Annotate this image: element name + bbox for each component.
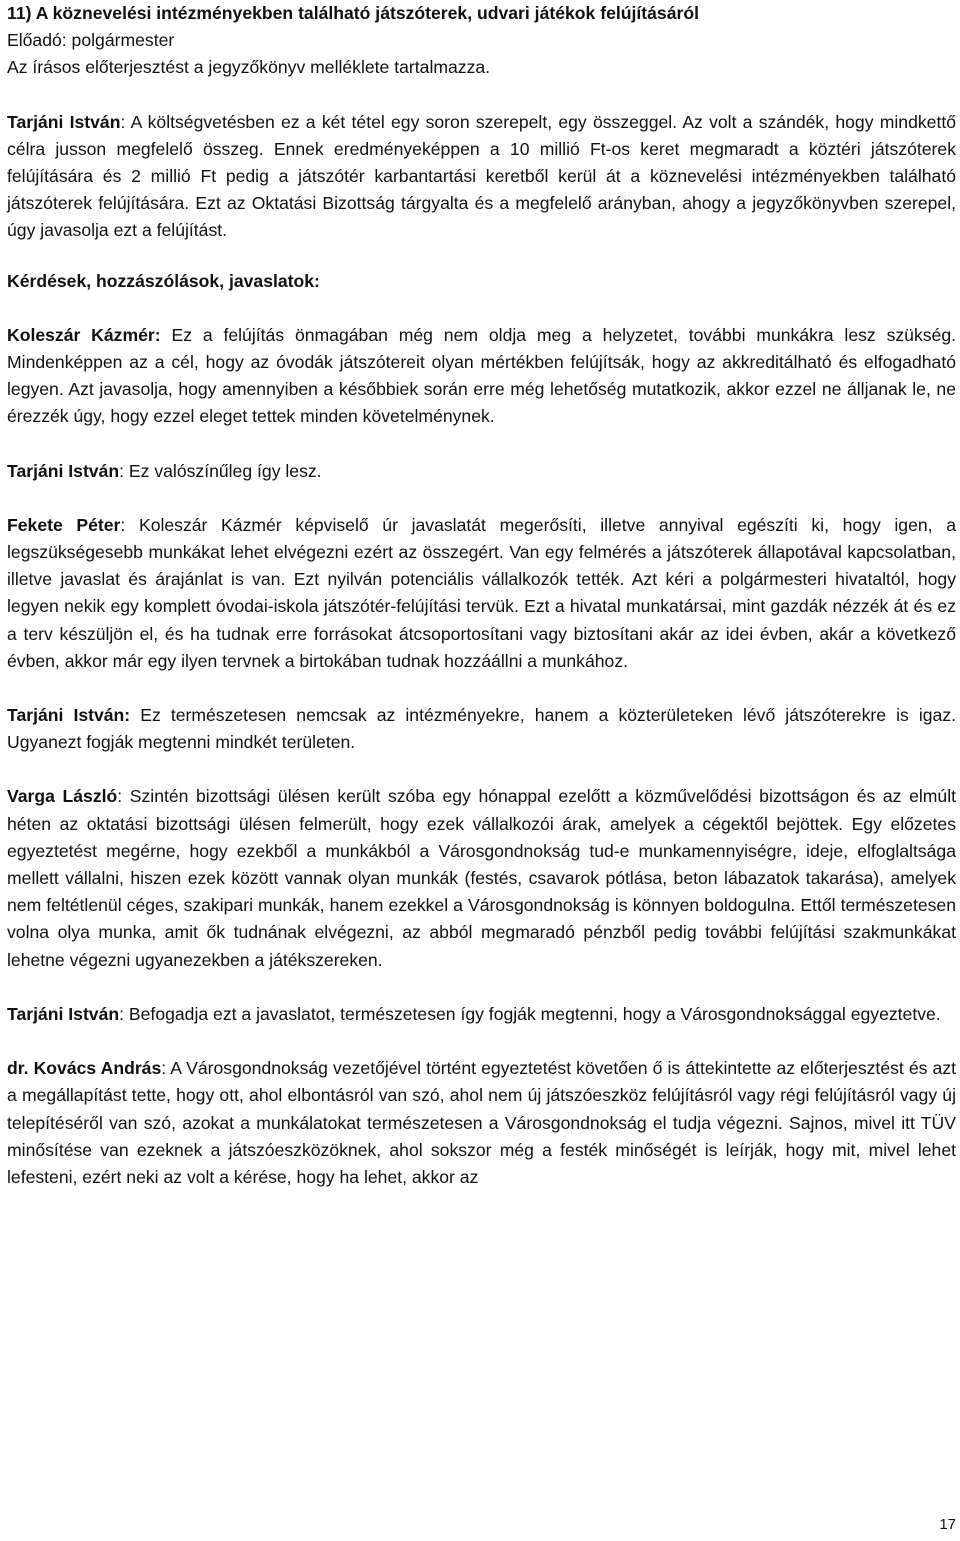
speaker-separator: : xyxy=(117,786,130,807)
paragraph-varga xyxy=(7,783,956,973)
paragraph-text: Ez természetesen nemcsak az intézményekre, hanem a közterületeken lévő játszóterekre is igaz. Ugyanezt fogják megtenni mindkét területen. xyxy=(7,705,957,753)
speaker-name: Varga László xyxy=(7,786,118,807)
speaker-separator: : xyxy=(120,111,131,132)
speaker-separator: : xyxy=(119,460,129,481)
paragraph-fekete xyxy=(7,512,956,675)
speaker-name: Tarjáni István: xyxy=(7,705,131,726)
paragraph-text: Koleszár Kázmér képviselő úr javaslatát megerősíti, illetve annyival egészíti ki, hogy igen, a legszükségesebb munkákat lehet elvégezni ezért az összegért. Van egy felmérés a játszóterek állapotával kapcsolatban, illetve javaslat és árajánlat is van. Ezt nyilván potenciális vállalkozók tették. Azt kéri a polgármesteri hivataltól, hogy legyen nekik egy komplett óvodai-iskola játszótér-felújítási tervük. Ezt a hivatal munkatársai, mint gazdák nézzék át és ez a terv készüljön el, és ha tudnak erre forrásokat átcsoportosítani vagy biztosítani akár az idei évben, akár a következő évben, akkor már egy ilyen tervnek a birtokában tudnak hozzáállni a munkához. xyxy=(7,514,956,671)
paragraph-text: Ez a felújítás önmagában még nem oldja meg a helyzetet, további munkákra lesz szükség. Mindenképpen az a cél, hogy az óvodák játszótereit olyan mértékben felújítsák, hogy az akkreditálható és elfogadható legyen. Azt javasolja, hogy amennyiben a későbbiek során erre még lehetőség mutatkozik, akkor ezzel ne álljanak le, ne érezzék úgy, hogy ezzel eleget tettek minden követelménynek. xyxy=(7,324,956,427)
questions-section-label: Kérdések, hozzászólások, javaslatok: xyxy=(7,270,320,291)
attachment-note: Az írásos előterjesztést a jegyzőkönyv melléklete tartalmazza. xyxy=(7,57,491,78)
paragraph-text-lead: A költségvetésben ez a két tétel egy soron szerepelt, egy összeggel. Az volt a szándék, hogy mindkettő célra jusson megfelelő összeg. xyxy=(7,111,957,159)
speaker-separator xyxy=(161,325,172,345)
presenter-line: Előadó: polgármester xyxy=(7,30,175,51)
speaker-separator: : xyxy=(161,1058,171,1079)
paragraph-koleszar xyxy=(7,322,956,431)
speaker-name: Tarjáni István xyxy=(7,111,121,132)
paragraph-tarjani-2 xyxy=(7,458,956,485)
speaker-separator xyxy=(130,705,140,725)
paragraph-text: Ez valószínűleg így lesz. xyxy=(128,460,322,481)
paragraph-tarjani-1 xyxy=(7,109,956,245)
paragraph-text: Ennek eredményeképpen a 10 millió Ft-os keret megmaradt a köztéri játszóterek felújítására és 2 millió Ft pedig a játszótér karbantartási keretből kerül át a köznevelési intézményekben található játszóterek felújítására. Ezt az Oktatási Bizottság tárgyalta és a megfelelő arányban, ahogy a jegyzőkönyvben szerepel, úgy javasolja ezt a felújítást. xyxy=(7,138,956,241)
paragraph-kovacs xyxy=(7,1055,956,1191)
speaker-name: Tarjáni István xyxy=(7,460,120,481)
paragraph-text: Befogadja ezt a javaslatot, természetesen így fogják megtenni, hogy a Városgondnoksággal egyeztetve. xyxy=(128,1003,941,1024)
paragraph-tarjani-4 xyxy=(7,1001,956,1028)
page-number: 17 xyxy=(939,1516,956,1533)
speaker-name: Tarjáni István xyxy=(7,1003,120,1024)
paragraph-text: Szintén bizottsági ülésen került szóba egy hónappal ezelőtt a közművelődési bizottságon és az elmúlt héten az oktatási bizottsági ülésen felmerült, hogy ezek vállalkozói árak, amelyek a cégektől bejöttek. Egy előzetes egyeztetést megérne, hogy ezekből a munkákból a Városgondnokság tud-e munkamennyiségre, ideje, elfoglaltsága mellett vállalni, hiszen ezek között vannak olyan munkák (festés, csavarok pótlása, beton lábazatok takarása), amelyek nem feltétlenül céges, szakipari munkák, hanem ezekkel a Városgondnokság is könnyen boldogulna. Ettől természetesen volna olya munka, amit ők tudnának elvégezni, az abból megmaradó pénzből pedig további felújítási szakmunkákat lehetne végezni ugyanezekben a játékszereken. xyxy=(7,786,956,970)
speaker-name: Koleszár Kázmér: xyxy=(7,324,161,345)
agenda-item-heading: 11) A köznevelési intézményekben található játszóterek, udvari játékok felújításáról xyxy=(7,3,699,23)
speaker-separator: : xyxy=(120,514,139,535)
speaker-separator: : xyxy=(119,1003,129,1024)
speaker-name: Fekete Péter xyxy=(7,514,121,535)
document-page xyxy=(7,0,956,1191)
speaker-name: dr. Kovács András xyxy=(7,1058,162,1079)
paragraph-text: A Városgondnokság vezetőjével történt egyeztetést követően ő is áttekintette az előterjesztést és azt a megállapítást tette, hogy ott, ahol elbontásról van szó, ahol nem új játszóeszköz felújításról vagy régi felújításról vagy új telepítéséről van szó, azokat a munkálatokat természetesen a Városgondnokság el tudja végezni. Sajnos, mivel itt TÜV minősítése van ezeknek a játszóeszközöknek, ahol sokszor még a festék minőségét is leírják, hogy mit, mivel lehet lefesteni, ezért neki az volt a kérése, hogy ha lehet, akkor az xyxy=(7,1058,957,1187)
paragraph-tarjani-3 xyxy=(7,702,956,756)
